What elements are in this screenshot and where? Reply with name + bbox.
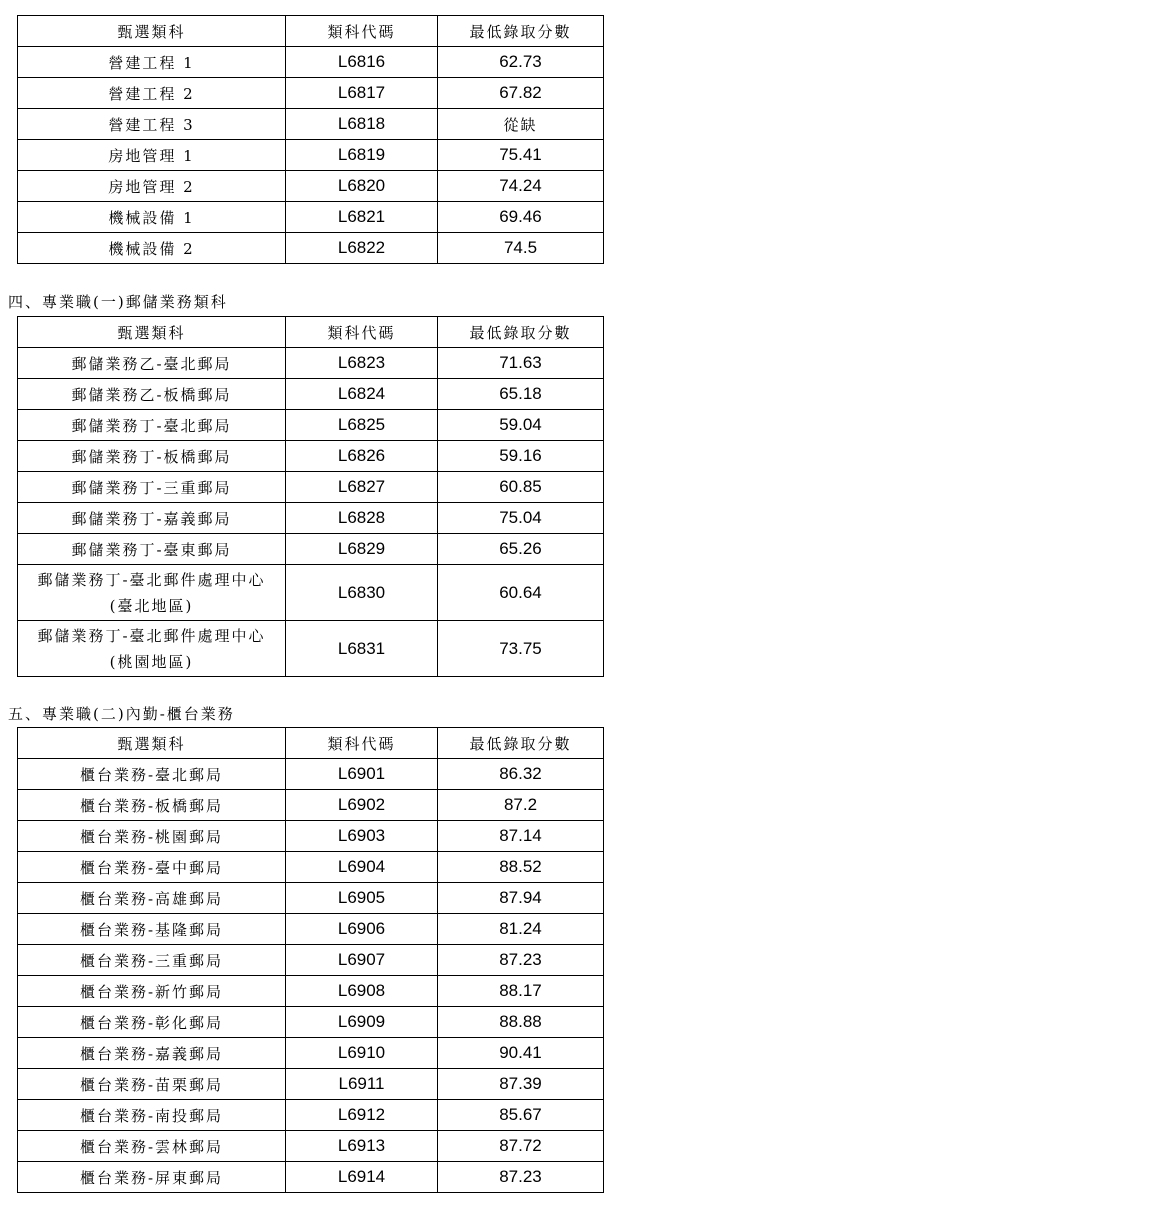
- subject-cell: 櫃台業務-臺北郵局: [18, 759, 286, 790]
- table-row: [18, 410, 604, 441]
- subject-cell: 郵儲業務丁-板橋郵局: [18, 441, 286, 472]
- table-engineering-block: [17, 15, 604, 264]
- code-cell: L6912: [286, 1100, 438, 1131]
- header-subject: 甄選類科: [18, 317, 286, 348]
- subject-cell: 櫃台業務-桃園郵局: [18, 821, 286, 852]
- score-cell: 74.24: [438, 171, 604, 202]
- score-cell: 74.5: [438, 233, 604, 264]
- subject-line-2: (臺北地區): [109, 596, 194, 615]
- score-cell: 87.39: [438, 1069, 604, 1100]
- code-cell: L6908: [286, 976, 438, 1007]
- subject-cell: 郵儲業務乙-板橋郵局: [18, 379, 286, 410]
- section5-heading: 五、專業職(二)內勤-櫃台業務: [8, 705, 235, 723]
- code-cell: L6910: [286, 1038, 438, 1069]
- table-row: [18, 472, 604, 503]
- subject-cell: 營建工程 2: [18, 78, 286, 109]
- score-cell: 從缺: [438, 109, 604, 140]
- code-cell: L6824: [286, 379, 438, 410]
- subject-cell: 櫃台業務-南投郵局: [18, 1100, 286, 1131]
- table-row: [18, 1131, 604, 1162]
- code-cell: L6907: [286, 945, 438, 976]
- header-score: 最低錄取分數: [438, 728, 604, 759]
- table-row: [18, 379, 604, 410]
- score-cell: 87.23: [438, 1162, 604, 1193]
- table-row: [18, 140, 604, 171]
- code-cell: L6902: [286, 790, 438, 821]
- subject-cell: 郵儲業務丁-臺東郵局: [18, 534, 286, 565]
- table-row: [18, 534, 604, 565]
- code-cell: L6906: [286, 914, 438, 945]
- header-score: 最低錄取分數: [438, 16, 604, 47]
- score-cell: 75.41: [438, 140, 604, 171]
- code-cell: L6914: [286, 1162, 438, 1193]
- score-cell: 85.67: [438, 1100, 604, 1131]
- subject-cell: 櫃台業務-三重郵局: [18, 945, 286, 976]
- table-row: [18, 821, 604, 852]
- code-cell: L6831: [286, 621, 438, 677]
- code-cell: L6817: [286, 78, 438, 109]
- score-cell: 62.73: [438, 47, 604, 78]
- table-row: [18, 503, 604, 534]
- code-cell: L6816: [286, 47, 438, 78]
- score-cell: 67.82: [438, 78, 604, 109]
- score-cell: 71.63: [438, 348, 604, 379]
- code-cell: L6829: [286, 534, 438, 565]
- subject-cell: 櫃台業務-彰化郵局: [18, 1007, 286, 1038]
- header-subject: 甄選類科: [18, 728, 286, 759]
- score-table-engineering: [17, 15, 604, 264]
- table-row: [18, 759, 604, 790]
- code-cell: L6820: [286, 171, 438, 202]
- table-row: [18, 565, 604, 621]
- header-code: 類科代碼: [286, 16, 438, 47]
- score-cell: 87.14: [438, 821, 604, 852]
- score-cell: 86.32: [438, 759, 604, 790]
- table-row: [18, 1007, 604, 1038]
- table-row: [18, 348, 604, 379]
- subject-cell: 房地管理 1: [18, 140, 286, 171]
- code-cell: L6901: [286, 759, 438, 790]
- table-header-row: [18, 16, 604, 47]
- table-row: [18, 914, 604, 945]
- header-subject: 甄選類科: [18, 16, 286, 47]
- table-counter-block: [17, 727, 604, 1193]
- table-row: [18, 621, 604, 677]
- subject-cell: 機械設備 1: [18, 202, 286, 233]
- table-row: [18, 109, 604, 140]
- code-cell: L6904: [286, 852, 438, 883]
- header-code: 類科代碼: [286, 317, 438, 348]
- table-row: [18, 1038, 604, 1069]
- header-code: 類科代碼: [286, 728, 438, 759]
- subject-cell: 機械設備 2: [18, 233, 286, 264]
- score-cell: 87.23: [438, 945, 604, 976]
- table-row: [18, 441, 604, 472]
- code-cell: L6909: [286, 1007, 438, 1038]
- score-cell: 88.52: [438, 852, 604, 883]
- subject-cell: 郵儲業務丁-臺北郵局: [18, 410, 286, 441]
- code-cell: L6903: [286, 821, 438, 852]
- table-row: [18, 1069, 604, 1100]
- score-cell: 90.41: [438, 1038, 604, 1069]
- table-row: [18, 202, 604, 233]
- subject-cell: [18, 565, 286, 621]
- code-cell: L6822: [286, 233, 438, 264]
- code-cell: L6827: [286, 472, 438, 503]
- subject-line-2: (桃園地區): [109, 652, 194, 671]
- score-cell: 59.16: [438, 441, 604, 472]
- table-row: [18, 1100, 604, 1131]
- subject-cell: 郵儲業務丁-三重郵局: [18, 472, 286, 503]
- table-postal-savings-block: [17, 316, 604, 677]
- table-row: [18, 883, 604, 914]
- table-row: [18, 78, 604, 109]
- code-cell: L6911: [286, 1069, 438, 1100]
- score-cell: 73.75: [438, 621, 604, 677]
- code-cell: L6823: [286, 348, 438, 379]
- subject-cell: 郵儲業務乙-臺北郵局: [18, 348, 286, 379]
- table-row: [18, 976, 604, 1007]
- table-row: [18, 852, 604, 883]
- score-cell: 87.94: [438, 883, 604, 914]
- code-cell: L6825: [286, 410, 438, 441]
- subject-cell: 櫃台業務-高雄郵局: [18, 883, 286, 914]
- score-table-counter: [17, 727, 604, 1193]
- score-cell: 69.46: [438, 202, 604, 233]
- code-cell: L6830: [286, 565, 438, 621]
- subject-cell: 營建工程 1: [18, 47, 286, 78]
- subject-line-1: 郵儲業務丁-臺北郵件處理中心: [37, 570, 266, 589]
- score-cell: 87.2: [438, 790, 604, 821]
- score-cell: 87.72: [438, 1131, 604, 1162]
- code-cell: L6819: [286, 140, 438, 171]
- subject-cell: 櫃台業務-基隆郵局: [18, 914, 286, 945]
- code-cell: L6826: [286, 441, 438, 472]
- code-cell: L6818: [286, 109, 438, 140]
- score-cell: 88.88: [438, 1007, 604, 1038]
- code-cell: L6913: [286, 1131, 438, 1162]
- code-cell: L6828: [286, 503, 438, 534]
- subject-cell: 櫃台業務-苗栗郵局: [18, 1069, 286, 1100]
- header-score: 最低錄取分數: [438, 317, 604, 348]
- code-cell: L6905: [286, 883, 438, 914]
- score-cell: 65.26: [438, 534, 604, 565]
- code-cell: L6821: [286, 202, 438, 233]
- subject-cell: [18, 621, 286, 677]
- score-table-postal-savings: [17, 316, 604, 677]
- score-cell: 88.17: [438, 976, 604, 1007]
- score-cell: 65.18: [438, 379, 604, 410]
- score-cell: 75.04: [438, 503, 604, 534]
- table-header-row: [18, 728, 604, 759]
- subject-cell: 櫃台業務-板橋郵局: [18, 790, 286, 821]
- table-row: [18, 790, 604, 821]
- subject-cell: 櫃台業務-新竹郵局: [18, 976, 286, 1007]
- table-row: [18, 47, 604, 78]
- subject-cell: 櫃台業務-雲林郵局: [18, 1131, 286, 1162]
- table-row: [18, 1162, 604, 1193]
- score-cell: 59.04: [438, 410, 604, 441]
- subject-cell: 營建工程 3: [18, 109, 286, 140]
- subject-cell: 郵儲業務丁-嘉義郵局: [18, 503, 286, 534]
- score-cell: 60.85: [438, 472, 604, 503]
- subject-cell: 櫃台業務-嘉義郵局: [18, 1038, 286, 1069]
- score-cell: 60.64: [438, 565, 604, 621]
- table-header-row: [18, 317, 604, 348]
- subject-cell: 房地管理 2: [18, 171, 286, 202]
- table-row: [18, 171, 604, 202]
- section4-heading: 四、專業職(一)郵儲業務類科: [8, 293, 228, 311]
- subject-line-1: 郵儲業務丁-臺北郵件處理中心: [37, 626, 266, 645]
- score-cell: 81.24: [438, 914, 604, 945]
- table-row: [18, 233, 604, 264]
- table-row: [18, 945, 604, 976]
- subject-cell: 櫃台業務-屏東郵局: [18, 1162, 286, 1193]
- subject-cell: 櫃台業務-臺中郵局: [18, 852, 286, 883]
